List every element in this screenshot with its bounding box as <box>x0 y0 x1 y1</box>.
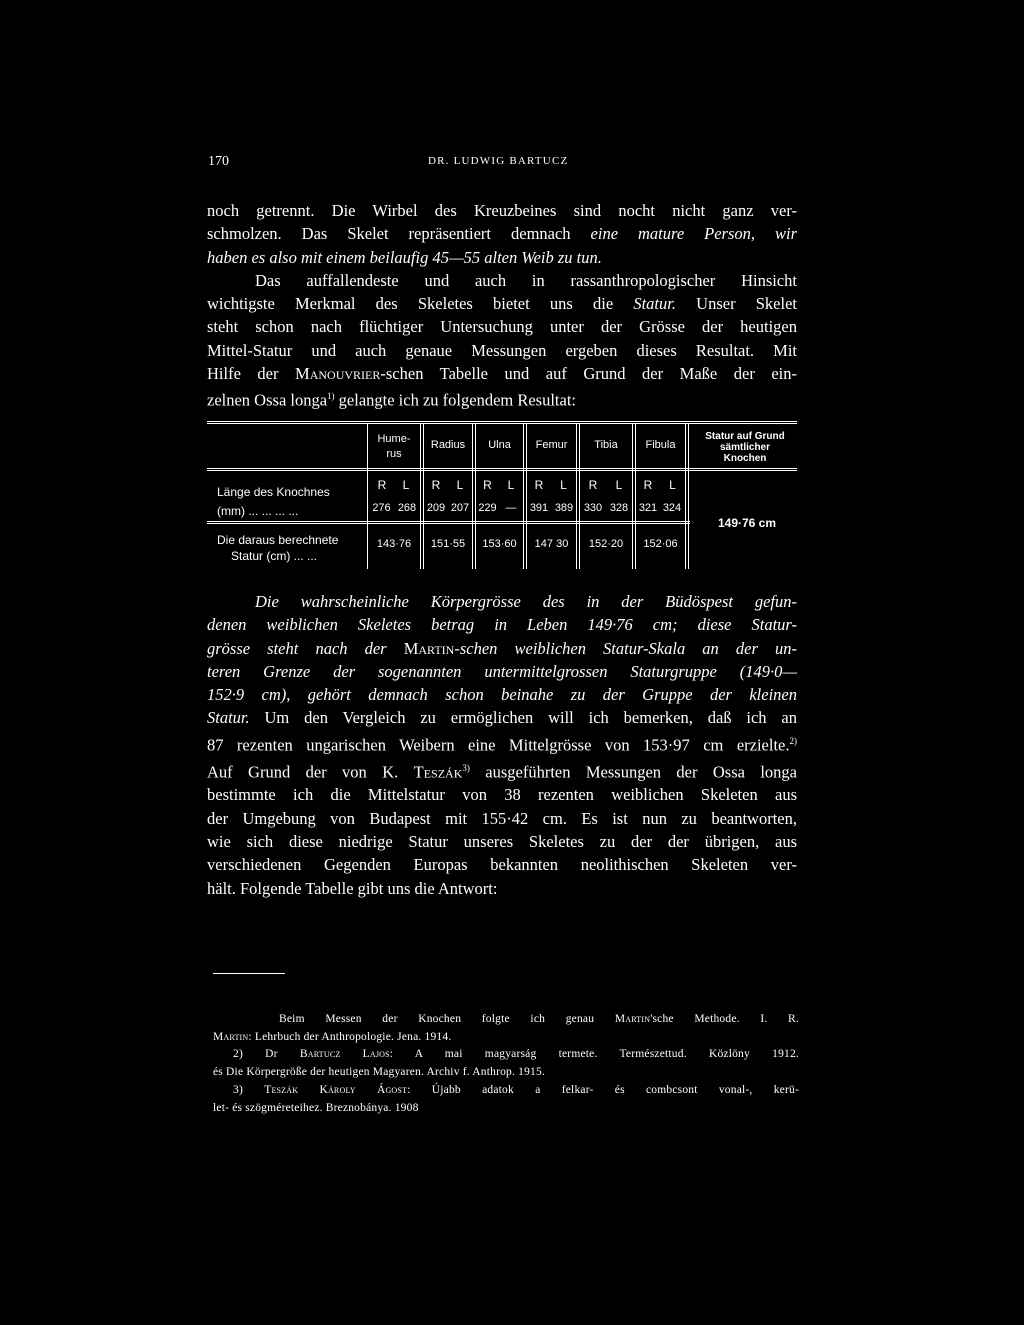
text-line: wie sich diese niedrige Statur unseres Skeletes zu der der übrigen, aus <box>207 831 797 851</box>
footnote-rule <box>213 973 285 974</box>
table-rule <box>207 470 797 471</box>
length-value: 209 <box>426 502 446 514</box>
column-header-humerus: Hume- rus <box>377 433 411 460</box>
length-value: 229 <box>478 502 497 514</box>
text-line: teren Grenze der sogenannten untermittelgrossen Staturgruppe (149·0— <box>207 661 797 681</box>
text-line: grösse steht nach der Martin-schen weiblichen Statur-Skala an der un- <box>207 638 797 658</box>
side-l: L <box>456 478 464 492</box>
text-line: Das auffallendeste und auch in rassanthropologischer Hinsicht <box>255 270 797 290</box>
length-value: 330 <box>583 502 603 514</box>
length-value: 391 <box>529 502 549 514</box>
column-header-total: Statur auf Grund sämtlicher Knochen <box>705 431 785 464</box>
side-l: L <box>615 478 623 492</box>
side-l: L <box>402 478 410 492</box>
footnote-line: 3) Teszák Károly Ágost: Újabb adatok a felkar- és combcsont vonal-, kerü- <box>233 1083 799 1096</box>
column-header-radius: Radius <box>430 439 466 451</box>
footnote-line: Martin: Lehrbuch der Anthropologie. Jena. 1914. <box>213 1030 452 1043</box>
side-r: R <box>588 478 598 492</box>
footnote-line: 2) Dr Bartucz Lajos: A mai magyarság termete. Természettud. Közlöny 1912. <box>233 1048 799 1061</box>
text-line: bestimmte ich die Mittelstatur von 38 rezenten weiblichen Skeleten aus <box>207 785 797 805</box>
text-line: Mittel-Statur und auch genaue Messungen ergeben dieses Resultat. Mit <box>207 340 797 360</box>
side-l: L <box>507 478 515 492</box>
text-line: denen weiblichen Skeletes betrag in Leben 149·76 cm; diese Statur- <box>207 615 797 635</box>
column-header-fibula: Fibula <box>645 439 676 451</box>
length-value: 321 <box>638 502 658 514</box>
text-line: noch getrennt. Die Wirbel des Kreuzbeines sind nocht nicht ganz ver- <box>207 201 797 220</box>
text-line: schmolzen. Das Skelet repräsentiert demnach eine mature Person, wir <box>207 224 798 244</box>
running-header: DR. LUDWIG BARTUCZ <box>428 155 569 167</box>
page-number: 170 <box>208 154 229 169</box>
text-line: Statur. Um den Vergleich zu ermöglichen will ich bemerken, daß ich an <box>207 708 797 728</box>
stature-value: 151·55 <box>430 538 466 550</box>
stature-value: 152·06 <box>643 538 678 550</box>
text-line: haben es also mit einem beilaufig 45—55 alten Weib zu tun. <box>207 247 602 267</box>
row-label-length: Länge des Knochnes (mm) ... ... ... ... <box>217 485 330 518</box>
table-vrule <box>685 424 686 569</box>
column-header-ulna: Ulna <box>488 439 511 451</box>
stature-value: 152·20 <box>588 538 624 550</box>
table-vrule <box>688 424 689 569</box>
table-vrule <box>523 424 524 569</box>
total-stature: 149·76 cm <box>717 516 777 530</box>
length-value: 389 <box>554 502 574 514</box>
text-line: hält. Folgende Tabelle gibt uns die Antwort: <box>207 878 498 898</box>
length-value: 324 <box>662 502 682 514</box>
length-value: 207 <box>450 502 470 514</box>
table-vrule <box>576 424 577 569</box>
table-vrule <box>420 424 421 569</box>
table-rule <box>207 521 690 522</box>
measurement-table <box>207 421 800 569</box>
side-r: R <box>377 478 387 492</box>
text-line: Hilfe der Manouvrier-schen Tabelle und auf Grund der Maße der ein- <box>207 364 797 384</box>
table-vrule <box>472 424 473 569</box>
text-line: zelnen Ossa longa$^{1)}$ gelangte ich zu folgendem Resultat: <box>207 390 577 410</box>
side-l: L <box>669 478 676 492</box>
text-line: wichtigste Merkmal des Skeletes bietet uns die Statur. Unser Skelet <box>207 294 797 314</box>
footnote-line: Beim Messen der Knochen folgte ich genau Martin'sche Methode. I. R. <box>279 1013 800 1025</box>
table-rule <box>207 468 797 469</box>
length-value: — <box>505 502 517 514</box>
length-value: 276 <box>372 502 391 514</box>
side-r: R <box>534 478 544 492</box>
column-header-tibia: Tibia <box>594 439 618 451</box>
text-line: Auf Grund der von K. Teszák$^{3)}$ ausgeführten Messungen der Ossa longa <box>207 762 797 782</box>
length-value: 328 <box>609 502 629 514</box>
stature-value: 153·60 <box>482 538 517 550</box>
footnote-line: let- és szögméreteihez. Breznobánya. 1908 <box>213 1101 419 1114</box>
text-line: steht schon nach flüchtiger Untersuchung unter der Grösse der heutigen <box>207 317 797 337</box>
text-line: 87 rezenten ungarischen Weibern eine Mittelgrösse von 153·97 cm erzielte.$^{2)}$ <box>207 735 797 755</box>
side-l: L <box>560 478 567 492</box>
side-r: R <box>483 478 492 492</box>
stature-value: 143·76 <box>376 538 412 550</box>
table-rule <box>207 421 797 422</box>
text-line: Die wahrscheinliche Körpergrösse des in der Büdöspest gefun- <box>255 592 797 611</box>
text-line: verschiedenen Gegenden Europas bekannten neolithischen Skeleten ver- <box>207 855 797 875</box>
paragraph-2 <box>207 590 797 900</box>
side-r: R <box>431 478 441 492</box>
stature-value: 147 30 <box>534 538 569 550</box>
text-line: 152·9 cm), gehört demnach schon beinahe zu der Gruppe der kleinen <box>207 685 797 705</box>
table-rule <box>207 523 690 524</box>
table-rule <box>207 423 797 424</box>
text-line: der Umgebung von Budapest mit 155·42 cm. Es ist nun zu beantworten, <box>207 808 797 828</box>
footnote-line: és Die Körpergröße der heutigen Magyaren. Archiv f. Anthrop. 1915. <box>213 1066 546 1079</box>
footnotes <box>213 1011 799 1117</box>
column-header-femur: Femur <box>535 439 568 451</box>
table-vrule <box>632 424 633 569</box>
paragraph-1 <box>207 199 797 412</box>
row-label-stature: Die daraus berechnete Statur (cm) ... ... <box>217 533 339 563</box>
length-value: 268 <box>397 502 417 514</box>
side-r: R <box>643 478 653 492</box>
